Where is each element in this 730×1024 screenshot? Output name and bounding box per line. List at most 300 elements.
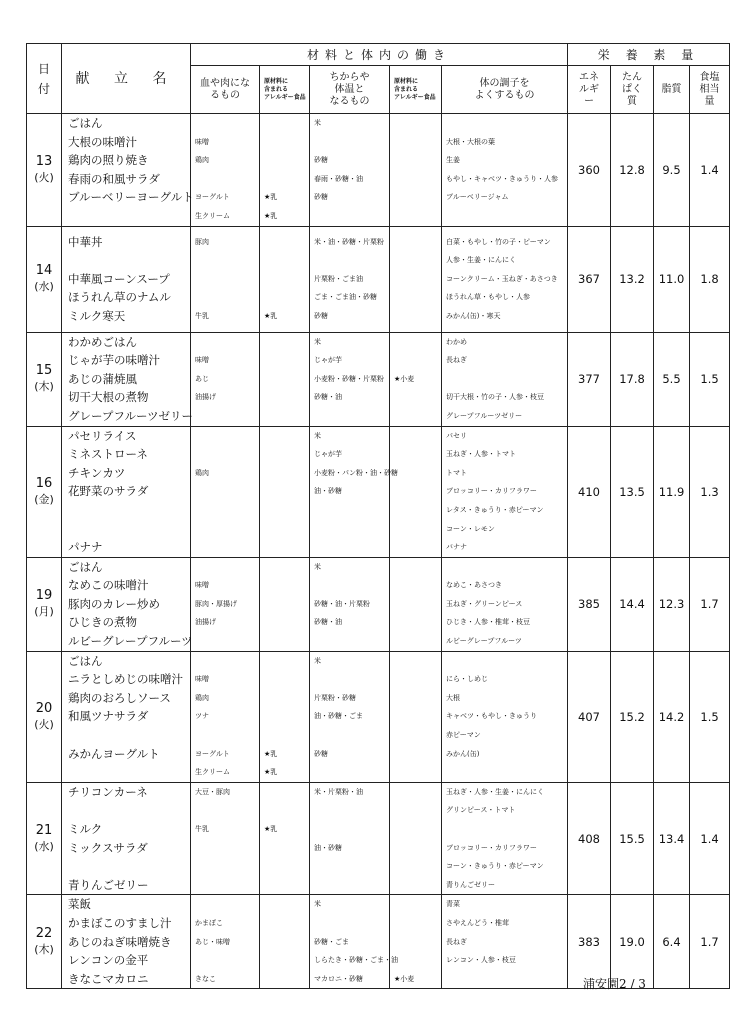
condition-list-line: 生姜 (446, 156, 460, 165)
allergen-1-list-line (260, 970, 309, 989)
dish-list-line: あじの蒲焼風 (68, 371, 137, 386)
blood-meat-list-line (191, 632, 259, 651)
energy-warmth-list-line (310, 857, 389, 876)
blood-meat-list-line (191, 482, 259, 501)
energy-warmth-list (310, 114, 390, 227)
energy-warmth-list-line (310, 763, 389, 782)
blood-meat-list-line: 鶏肉 (195, 156, 209, 165)
condition-list-line: 白菜・もやし・竹の子・ピーマン (446, 237, 551, 246)
day-of-week: (金) (34, 492, 54, 506)
allergen-2-list (390, 895, 442, 989)
salt-value: 1.3 (690, 426, 730, 557)
dish-list-line: 中華丼 (68, 234, 103, 249)
allergen-2-list-line (390, 763, 441, 782)
allergen-1-list-line (260, 652, 309, 671)
dish-list-line: ミルク寒天 (68, 308, 126, 323)
dish-list (62, 114, 194, 227)
allergen-1-list-line (260, 707, 309, 726)
allergen-1-list (260, 226, 310, 332)
energy-warmth-list-line: 砂糖・油 (314, 618, 342, 627)
condition-list-line: ルビーグレープフルーツ (446, 637, 522, 646)
allergen-2-list-line (390, 270, 441, 289)
allergen-1-list-line (260, 114, 309, 133)
allergen-1-list-line (260, 288, 309, 307)
energy-warmth-list-line: 砂糖・油 (314, 393, 342, 402)
table-row (27, 651, 730, 782)
blood-meat-list-line (191, 876, 259, 895)
protein-value: 14.4 (611, 557, 654, 651)
allergen-2-list-line (390, 632, 441, 651)
allergen-1-list-line (260, 270, 309, 289)
dish-list-line: パナナ (68, 540, 103, 555)
energy-warmth-list-line: じゃが芋 (314, 450, 342, 459)
blood-meat-list-line (191, 951, 259, 970)
blood-meat-list-line: 鶏肉 (195, 468, 209, 477)
blood-meat-list (191, 651, 260, 782)
allergen-1-list-line (260, 632, 309, 651)
energy-warmth-list (310, 332, 390, 426)
blood-meat-list-line (191, 857, 259, 876)
allergen-1-list-line: ★乳 (264, 825, 278, 833)
dish-list-line (62, 801, 190, 820)
day-date: 20 (35, 700, 53, 716)
energy-warmth-list-line: マカロニ・砂糖 (314, 974, 363, 983)
energy-warmth-list-line (310, 670, 389, 689)
blood-meat-list (191, 895, 260, 989)
allergen-1-list-line (260, 857, 309, 876)
dish-list-line: 和風ツナサラダ (68, 709, 149, 724)
allergen-1-list-line (260, 876, 309, 895)
blood-meat-list-line: ツナ (195, 712, 209, 721)
condition-list-line: レンコン・人参・枝豆 (446, 956, 516, 965)
allergen-2-list-line (390, 914, 441, 933)
salt-value: 1.7 (690, 895, 730, 989)
dish-list-line: あじのねぎ味噌焼き (68, 934, 172, 949)
allergen-2-list-line (390, 188, 441, 207)
allergen-2-list (390, 782, 442, 895)
energy-warmth-list-line: 砂糖 (314, 311, 328, 320)
blood-meat-list-line (191, 558, 259, 577)
allergen-2-list-line (390, 933, 441, 952)
energy-warmth-list-line (310, 914, 389, 933)
condition-list-line: 長ねぎ (446, 937, 467, 946)
table-row (27, 782, 730, 895)
salt-value: 1.5 (690, 651, 730, 782)
blood-meat-list-line (191, 288, 259, 307)
fat-value: 6.4 (654, 895, 690, 989)
condition-list-line: 青菜 (446, 900, 460, 909)
condition-list-line: 赤ピーマン (446, 731, 481, 740)
energy-value: 360 (568, 114, 611, 227)
condition-list (442, 332, 568, 426)
allergen-1-list (260, 114, 310, 227)
allergen-1-list-line (260, 670, 309, 689)
fat-value: 5.5 (654, 332, 690, 426)
allergen-1-list-line: ★乳 (264, 768, 278, 777)
blood-meat-list-line (191, 270, 259, 289)
allergen-2-list-line (390, 407, 441, 426)
dish-list-line: 青りんごゼリー (68, 877, 149, 892)
condition-list-line (442, 207, 567, 226)
dish-list (62, 651, 191, 782)
header-materials: 材料と体内の働き (191, 44, 568, 66)
allergen-1-list-line (260, 445, 309, 464)
blood-meat-list-line: あじ (195, 374, 209, 383)
blood-meat-list-line (191, 801, 259, 820)
blood-meat-list-line: 味噌 (195, 581, 209, 590)
allergen-1-list-line (260, 233, 309, 252)
energy-warmth-list-line: 砂糖・ごま (314, 937, 349, 946)
allergen-2-list-line (390, 482, 441, 501)
protein-value: 13.5 (611, 426, 654, 557)
protein-value: 17.8 (611, 332, 654, 426)
condition-list-line: 大根・大根の葉 (446, 137, 495, 146)
condition-list-line: コーン・レモン (446, 524, 495, 533)
dish-list (62, 426, 191, 557)
dish-list-line: ニラとしめじの味噌汁 (68, 672, 183, 687)
allergen-1-list-line (260, 595, 309, 614)
day-of-week: (水) (34, 280, 54, 294)
dish-list-line: ごはん (68, 559, 103, 574)
blood-meat-list-line: 牛乳 (195, 825, 209, 833)
protein-value: 15.5 (611, 782, 654, 895)
day-date: 22 (35, 925, 53, 941)
dish-list-line: ミネストローネ (68, 447, 148, 462)
allergen-2-list-line (390, 707, 441, 726)
allergen-2-list (390, 226, 442, 332)
header-allergen-1: 原材料に 含まれる アレルギー食品 (260, 66, 310, 114)
energy-warmth-list (310, 782, 390, 895)
energy-warmth-list-line: 砂糖・油・片栗粉 (314, 599, 370, 608)
allergen-1-list-line (260, 501, 309, 520)
blood-meat-list-line: 豚肉・厚揚げ (195, 599, 237, 608)
allergen-2-list-line (390, 538, 441, 557)
allergen-2-list-line (390, 445, 441, 464)
blood-meat-list-line (191, 726, 259, 745)
allergen-2-list-line (390, 233, 441, 252)
condition-list-line: 玉ねぎ・人参・トマト (446, 450, 516, 459)
dish-list-line: チリコンカーネ (68, 784, 148, 799)
dish-list-line: ミルク (68, 822, 103, 836)
day-date-cell (27, 114, 62, 227)
energy-warmth-list-line (310, 501, 389, 520)
salt-value: 1.5 (690, 332, 730, 426)
dish-list-line: ルビーグレープフルーツ (68, 634, 193, 649)
day-date-cell (27, 226, 62, 332)
allergen-2-list-line: ★小麦 (394, 374, 415, 383)
condition-list-line (442, 763, 567, 782)
salt-value: 1.7 (690, 557, 730, 651)
energy-warmth-list-line: 油・砂糖 (314, 487, 342, 496)
allergen-2-list (390, 651, 442, 782)
blood-meat-list-line: 味噌 (195, 137, 209, 146)
dish-list-line: わかめごはん (68, 334, 137, 349)
condition-list-line: ひじき・人参・椎茸・枝豆 (446, 618, 530, 627)
allergen-2-list-line (390, 114, 441, 133)
energy-warmth-list-line: 片栗粉・ごま油 (314, 274, 363, 283)
dish-list-line: じゃが芋の味噌汁 (68, 353, 160, 368)
energy-warmth-list-line: 米・片栗粉・油 (314, 787, 363, 796)
dish-list-line: 花野菜のサラダ (68, 484, 149, 499)
page-footer: 浦安園2 / 3 (583, 977, 646, 991)
energy-warmth-list-line (310, 820, 389, 839)
day-date: 16 (35, 475, 53, 491)
dish-list-line: きなこマカロニ (68, 971, 149, 986)
allergen-2-list-line (390, 876, 441, 895)
allergen-1-list-line (260, 613, 309, 632)
allergen-2-list-line (390, 520, 441, 539)
allergen-1-list-line (260, 951, 309, 970)
menu-table (26, 43, 730, 989)
protein-value: 15.2 (611, 651, 654, 782)
condition-list-line: ブルーベリージャム (446, 193, 509, 202)
energy-warmth-list-line: じゃが芋 (314, 356, 342, 365)
table-row (27, 557, 730, 651)
condition-list-line: コーンクリーム・玉ねぎ・あさつき (446, 274, 558, 283)
fat-value: 11.0 (654, 226, 690, 332)
allergen-2-list-line (390, 895, 441, 914)
allergen-1-list-line (260, 914, 309, 933)
blood-meat-list-line: ヨーグルト (195, 749, 230, 758)
energy-warmth-list-line: 米 (314, 119, 321, 127)
allergen-2-list-line (390, 576, 441, 595)
energy-warmth-list (310, 226, 390, 332)
energy-warmth-list-line: 米 (314, 431, 321, 440)
dish-list-line: 中華風コーンスープ (68, 271, 170, 286)
blood-meat-list (191, 226, 260, 332)
day-of-week: (木) (34, 942, 54, 956)
energy-warmth-list-line (310, 801, 389, 820)
allergen-1-list-line: ★乳 (264, 193, 278, 202)
dish-list-line: パセリライス (68, 428, 137, 443)
allergen-2-list-line (390, 595, 441, 614)
energy-warmth-list-line: 小麦粉・パン粉・油・砂糖 (314, 468, 398, 477)
blood-meat-list-line (191, 520, 259, 539)
condition-list-line: 大根 (446, 693, 460, 702)
allergen-1-list (260, 782, 310, 895)
allergen-2-list-line (390, 689, 441, 708)
allergen-1-list-line: ★乳 (264, 311, 278, 320)
day-of-week: (火) (34, 717, 54, 731)
energy-warmth-list-line: 春雨・砂糖・油 (314, 174, 363, 183)
header-salt: 食塩 相当 量 (690, 66, 730, 114)
blood-meat-list (191, 114, 260, 227)
blood-meat-list-line: 味噌 (195, 675, 209, 684)
allergen-2-list-line (390, 558, 441, 577)
dish-list-line: ごはん (68, 116, 103, 130)
day-rows (27, 114, 730, 989)
energy-warmth-list-line: 砂糖 (314, 749, 328, 758)
dish-list-line (62, 857, 190, 876)
energy-warmth-list-line: 米・油・砂糖・片栗粉 (314, 237, 384, 246)
allergen-1-list-line (260, 933, 309, 952)
condition-list (442, 651, 568, 782)
allergen-1-list (260, 895, 310, 989)
allergen-1-list-line (260, 133, 309, 152)
condition-list-line (442, 970, 567, 989)
condition-list-line: 人参・生姜・にんにく (446, 256, 516, 265)
condition-list-line (442, 114, 567, 133)
allergen-1-list (260, 426, 310, 557)
blood-meat-list-line (191, 251, 259, 270)
condition-list-line (442, 820, 567, 839)
day-date: 15 (35, 363, 53, 379)
condition-list-line: なめこ・あさつき (446, 581, 502, 590)
condition-list-line (442, 652, 567, 671)
energy-warmth-list-line: 片栗粉・砂糖 (314, 693, 356, 702)
energy-warmth-list (310, 651, 390, 782)
energy-warmth-list-line: 米 (314, 900, 321, 909)
dish-list (62, 226, 191, 332)
condition-list (442, 895, 568, 989)
energy-warmth-list-line (310, 133, 389, 152)
condition-list-line: グレープフルーツゼリー (446, 411, 523, 420)
day-date-cell (27, 557, 62, 651)
dish-list-line: 鶏肉のおろしソース (68, 690, 171, 705)
energy-warmth-list-line (310, 726, 389, 745)
allergen-2-list-line: ★小麦 (394, 974, 415, 983)
condition-list-line: バナナ (446, 543, 467, 552)
condition-list-line (442, 370, 567, 389)
condition-list-line: 切干大根・竹の子・人参・枝豆 (446, 393, 544, 402)
energy-warmth-list-line (310, 632, 389, 651)
blood-meat-list-line (191, 407, 259, 426)
blood-meat-list (191, 782, 260, 895)
day-date-cell (27, 782, 62, 895)
day-date: 21 (35, 822, 53, 838)
energy-warmth-list-line (310, 876, 389, 895)
energy-warmth-list-line (310, 520, 389, 539)
condition-list-line: わかめ (446, 337, 467, 346)
blood-meat-list-line: 牛乳 (195, 311, 209, 320)
dish-list-line: 春雨の和風サラダ (68, 171, 160, 186)
dish-list-line: 大根の味噌汁 (68, 134, 137, 149)
allergen-2-list-line (390, 251, 441, 270)
energy-warmth-list (310, 426, 398, 557)
table-row (27, 114, 730, 227)
allergen-2-list-line (390, 839, 441, 858)
allergen-1-list (260, 557, 310, 651)
allergen-1-list-line (260, 726, 309, 745)
blood-meat-list-line: 油揚げ (195, 618, 216, 627)
energy-warmth-list-line: 砂糖 (314, 193, 328, 202)
day-of-week: (木) (34, 380, 54, 394)
allergen-2-list-line (390, 501, 441, 520)
condition-list-line: さやえんどう・椎茸 (446, 918, 509, 927)
allergen-2-list (390, 332, 442, 426)
day-date-cell (27, 426, 62, 557)
allergen-1-list-line: ★乳 (264, 211, 278, 220)
dish-list-line: ブルーベリーヨーグルト (68, 190, 194, 205)
blood-meat-list-line (191, 839, 259, 858)
fat-value: 13.4 (654, 782, 690, 895)
allergen-2-list-line (390, 801, 441, 820)
energy-warmth-list-line: 油・砂糖 (314, 843, 342, 852)
blood-meat-list-line: 味噌 (195, 356, 209, 365)
condition-list-line: もやし・キャベツ・きゅうり・人参 (446, 174, 558, 183)
condition-list (442, 782, 568, 895)
blood-meat-list-line (191, 333, 259, 352)
energy-warmth-list (310, 895, 398, 989)
blood-meat-list-line (191, 652, 259, 671)
allergen-1-list-line (260, 388, 309, 407)
energy-warmth-list (310, 557, 390, 651)
condition-list (442, 426, 568, 557)
condition-list-line: ブロッコリー・カリフラワー (446, 487, 537, 496)
blood-meat-list (191, 557, 260, 651)
protein-value: 13.2 (611, 226, 654, 332)
fat-value: 11.9 (654, 426, 690, 557)
energy-warmth-list-line: ごま・ごま油・砂糖 (314, 293, 377, 302)
blood-meat-list (191, 426, 260, 557)
dish-list-line: 菜飯 (68, 897, 91, 912)
allergen-1-list-line (260, 151, 309, 170)
day-date-cell (27, 651, 62, 782)
condition-list-line: ブロッコリー・カリフラワー (446, 843, 537, 852)
condition-list-line (442, 558, 567, 577)
header-protein: たん ぱく 質 (611, 66, 654, 114)
condition-list (442, 226, 568, 332)
allergen-2-list-line (390, 333, 441, 352)
allergen-2-list-line (390, 207, 441, 226)
fat-value: 12.3 (654, 557, 690, 651)
allergen-2-list (390, 557, 442, 651)
blood-meat-list-line: あじ・味噌 (195, 937, 230, 946)
blood-meat-list-line: 鶏肉 (195, 693, 209, 702)
energy-warmth-list-line: 砂糖 (314, 156, 328, 165)
condition-list-line: キャベツ・もやし・きゅうり (446, 712, 537, 721)
condition-list-line: グリンピース・トマト (446, 806, 516, 815)
blood-meat-list-line: きなこ (195, 974, 216, 983)
allergen-2-list-line (390, 388, 441, 407)
day-of-week: (月) (34, 605, 54, 619)
blood-meat-list-line (191, 538, 259, 557)
allergen-2-list (390, 114, 442, 227)
allergen-2-list-line (390, 726, 441, 745)
allergen-2-list-line (390, 307, 441, 326)
allergen-2-list-line (390, 783, 441, 802)
allergen-1-list-line (260, 895, 309, 914)
energy-warmth-list-line (310, 576, 389, 595)
allergen-1-list-line: ★乳 (264, 749, 278, 758)
table-row (27, 332, 730, 426)
dish-list-line (62, 520, 190, 539)
dish-list-line: 豚肉のカレー炒め (68, 596, 160, 611)
dish-list (62, 557, 191, 651)
dish-list-line: かまぼこのすまし汁 (68, 915, 172, 930)
dish-list-line: ミックスサラダ (68, 840, 148, 855)
energy-warmth-list-line (310, 251, 389, 270)
allergen-1-list-line (260, 801, 309, 820)
energy-value: 410 (568, 426, 611, 557)
allergen-1-list-line (260, 351, 309, 370)
dish-list-line: レンコンの金平 (68, 953, 149, 968)
salt-value: 1.4 (690, 114, 730, 227)
header-fat: 脂質 (654, 66, 690, 114)
header-condition: 体の調子を よくするもの (442, 66, 568, 114)
header-menu-name: 献 立 名 (62, 44, 191, 114)
blood-meat-list-line: 生クリーム (195, 768, 230, 777)
allergen-2-list-line (390, 351, 441, 370)
dish-list-line (62, 763, 190, 782)
condition-list-line: パセリ (446, 431, 467, 440)
energy-warmth-list-line (310, 538, 389, 557)
allergen-1-list-line (260, 427, 309, 446)
blood-meat-list-line: ヨーグルト (195, 193, 230, 202)
dish-list-line: グレープフルーツゼリー (68, 408, 194, 423)
allergen-1-list (260, 651, 310, 782)
energy-warmth-list-line: 油・砂糖・ごま (314, 712, 363, 721)
